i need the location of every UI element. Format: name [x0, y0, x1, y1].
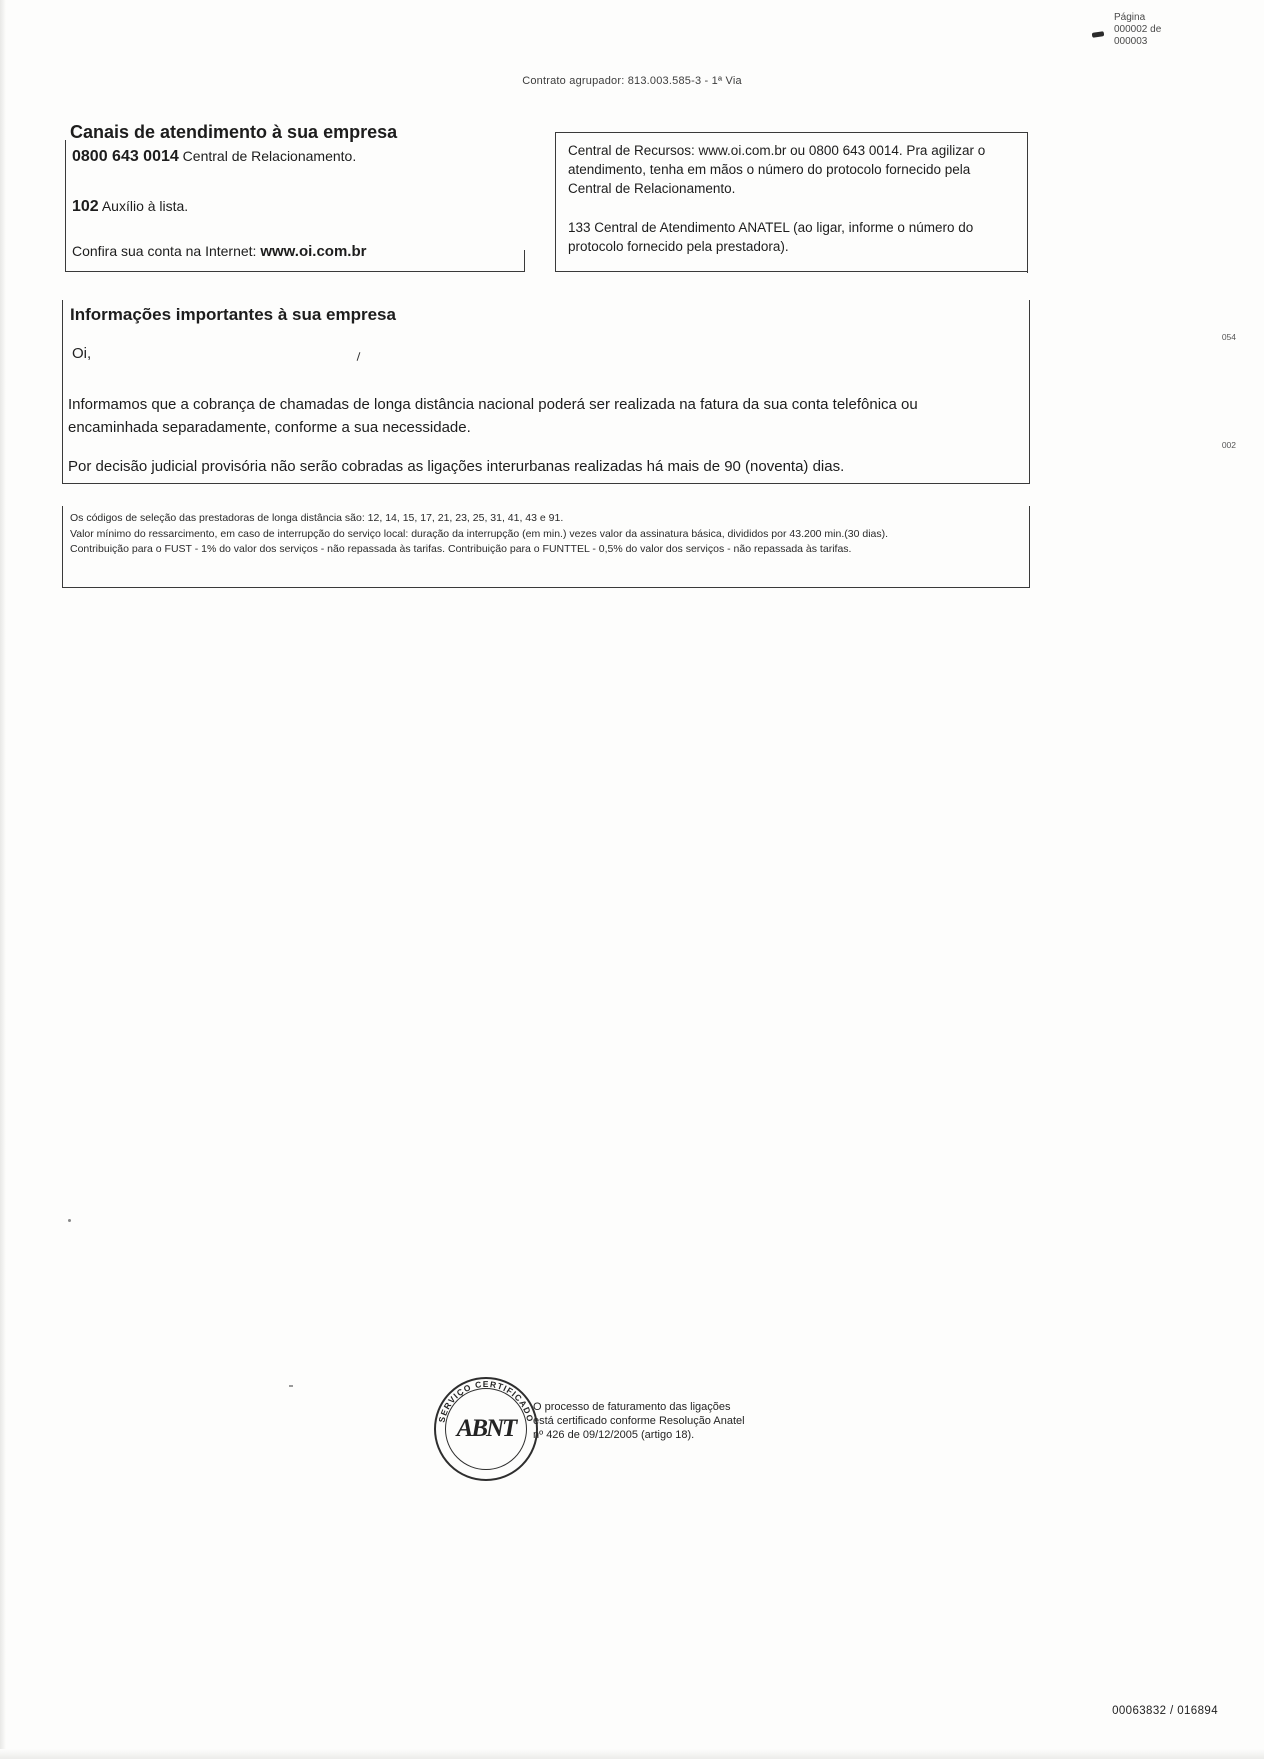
contract-line: Contrato agrupador: 813.003.585-3 - 1ª Via — [522, 75, 742, 87]
page-value: 000002 de — [1114, 24, 1162, 35]
svg-text:SERVIÇO CERTIFICADO: SERVIÇO CERTIFICADO — [436, 1378, 536, 1424]
scan-mark-icon — [1092, 31, 1105, 38]
channel-internet-prefix: Confira sua conta na Internet: — [72, 243, 257, 259]
scan-edge-left — [0, 0, 6, 1759]
resources-text: Central de Recursos: www.oi.com.br ou 0800 643 0014. Pra agilizar o atendimento, tenha em mãos o número do protocolo fornecido pela Central de Relacionamento. — [568, 143, 986, 196]
abnt-seal-icon — [434, 1377, 538, 1481]
legal-line-1: Os códigos de seleção das prestadoras de longa distância são: 12, 14, 15, 17, 21, 23, 25, 31, 41, 43 e 91. — [70, 512, 564, 524]
scan-speck-2-icon — [289, 1385, 293, 1387]
important-greeting: Oi, — [72, 345, 92, 362]
document-code: 00063832 / 016894 — [1112, 1705, 1218, 1717]
channel-directory — [72, 198, 188, 216]
legal-text — [70, 511, 1025, 558]
important-info-title: Informações importantes à sua empresa — [70, 305, 396, 324]
scan-edge-bottom — [0, 1749, 1264, 1759]
channel-relationship — [72, 148, 356, 166]
channel-relationship-number: 0800 643 0014 — [72, 148, 179, 165]
channel-internet-link[interactable]: www.oi.com.br — [260, 243, 367, 260]
seal-description: O processo de faturamento das ligações está certificado conforme Resolução Anatel nº 426 de 09/12/2005 (artigo 18). — [533, 1401, 745, 1441]
legal-line-2: Valor mínimo do ressarcimento, em caso de interrupção do serviço local: duração da interrupção (em min.) vezes valor da assinatura básica, divididos por 43.200 min.(30 dias). — [70, 527, 889, 540]
page-total: 000003 — [1114, 36, 1148, 47]
seal-abnt-label: ABNT — [456, 1415, 516, 1442]
important-code-1: 054 — [1221, 332, 1236, 342]
important-code-2: 002 — [1221, 440, 1236, 450]
channel-directory-desc: Auxílio à lista. — [101, 198, 189, 214]
anatel-text: 133 Central de Atendimento ANATEL (ao ligar, informe o número do protocolo fornecido pela prestadora). — [568, 220, 974, 254]
important-paragraph-1: Informamos que a cobrança de chamadas de longa distância nacional poderá ser realizada na fatura da sua conta telefônica ou encaminhada separadamente, conforme a sua necessidade. — [68, 396, 918, 436]
important-paragraph-2: Por decisão judicial provisória não serão cobradas as ligações interurbanas realizadas há mais de 90 (noventa) dias. — [68, 458, 845, 475]
channel-relationship-desc: Central de Relacionamento. — [182, 148, 357, 164]
channels-title: Canais de atendimento à sua empresa — [70, 122, 398, 142]
page-number-block — [1114, 12, 1234, 48]
scan-speck-icon — [68, 1219, 71, 1222]
page-label: Página — [1114, 12, 1146, 23]
channel-internet — [72, 243, 366, 260]
legal-line-3: Contribuição para o FUST - 1% do valor dos serviços - não repassada às tarifas. Contribuição para o FUNTTEL - 0,5% do valor dos serviços - não repassada às tarifas. — [70, 543, 852, 555]
channel-directory-number: 102 — [72, 198, 99, 215]
